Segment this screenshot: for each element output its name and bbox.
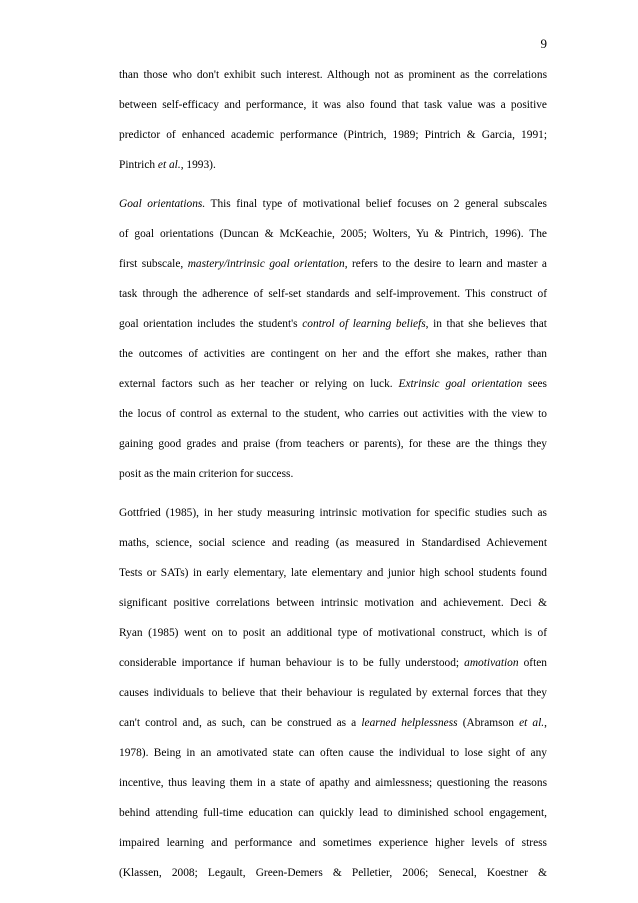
text-line: the outcomes of activities are contingent on her and the effort she makes, rather than xyxy=(119,348,547,360)
text-line: Ryan (1985) went on to posit an additional type of motivational construct, which is of xyxy=(119,627,547,639)
text-line: goal orientation includes the student's control of learning beliefs, in that she believes that xyxy=(119,318,547,330)
text-line: gaining good grades and praise (from teachers or parents), for these are the things they xyxy=(119,438,547,450)
text-line: considerable importance if human behaviour is to be fully understood; amotivation often xyxy=(119,657,547,669)
page-number: 9 xyxy=(540,36,547,51)
text-line: task through the adherence of self-set standards and self-improvement. This construct of xyxy=(119,288,547,300)
text-line: 1978). Being in an amotivated state can often cause the individual to lose sight of any xyxy=(119,747,547,759)
text-line: the locus of control as external to the student, who carries out activities with the view to xyxy=(119,408,547,420)
text-line: predictor of enhanced academic performance (Pintrich, 1989; Pintrich & Garcia, 1991; xyxy=(119,129,547,141)
text-line: Goal orientations. This final type of motivational belief focuses on 2 general subscales xyxy=(119,198,547,210)
text-line: between self-efficacy and performance, it was also found that task value was a positive xyxy=(119,99,547,111)
text-line: incentive, thus leaving them in a state of apathy and aimlessness; questioning the reasons xyxy=(119,777,547,789)
text-line: behind attending full-time education can quickly lead to diminished school engagement, xyxy=(119,807,547,819)
text-line: Pintrich et al., 1993). xyxy=(119,159,216,171)
text-line: than those who don't exhibit such interest. Although not as prominent as the correlations xyxy=(119,69,547,81)
text-line: posit as the main criterion for success. xyxy=(119,468,294,480)
text-line: of goal orientations (Duncan & McKeachie, 2005; Wolters, Yu & Pintrich, 1996). The xyxy=(119,228,547,240)
text-line: Tests or SATs) in early elementary, late elementary and junior high school students found xyxy=(119,567,547,579)
section-heading: Goal orientations. xyxy=(119,198,206,210)
text-line: Gottfried (1985), in her study measuring intrinsic motivation for specific studies such as xyxy=(119,507,547,519)
text-line: can't control and, as such, can be construed as a learned helplessness (Abramson et al., xyxy=(119,717,547,729)
text-line: causes individuals to believe that their behaviour is regulated by external forces that they xyxy=(119,687,547,699)
text-line: significant positive correlations between intrinsic motivation and achievement. Deci & xyxy=(119,597,547,609)
text-line: (Klassen, 2008; Legault, Green-Demers & Pelletier, 2006; Senecal, Koestner & xyxy=(119,867,547,879)
text-line: impaired learning and performance and sometimes experience higher levels of stress xyxy=(119,837,547,849)
text-line: external factors such as her teacher or relying on luck. Extrinsic goal orientation sees xyxy=(119,378,547,390)
text-line: first subscale, mastery/intrinsic goal orientation, refers to the desire to learn and master a xyxy=(119,258,547,270)
text-line: maths, science, social science and reading (as measured in Standardised Achievement xyxy=(119,537,547,549)
